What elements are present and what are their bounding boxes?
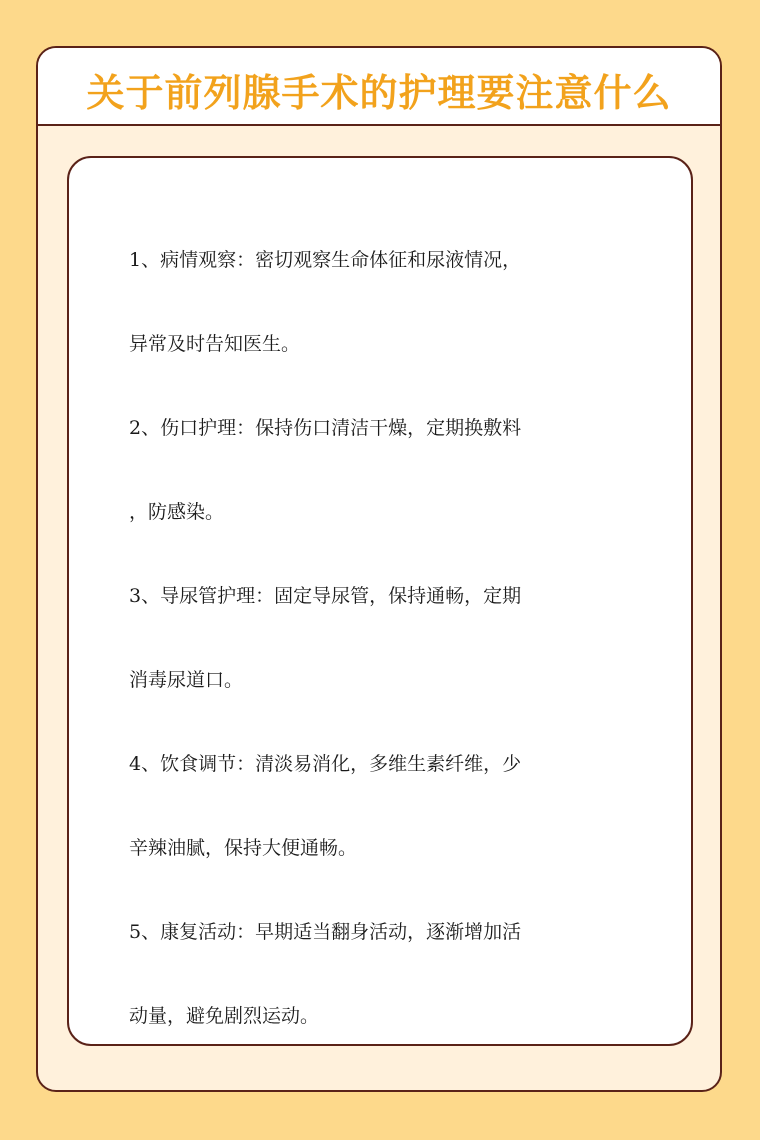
list-item-line	[129, 722, 659, 806]
list-item-line	[129, 890, 659, 974]
list-item-line	[129, 554, 659, 638]
list-item-line: ，防感染。	[129, 501, 225, 523]
care-list	[129, 218, 659, 1058]
item-text: 、导尿管护理：固定导尿管，保持通畅，定期	[141, 585, 522, 607]
list-item	[129, 722, 659, 890]
item-text: 、饮食调节：清淡易消化，多维生素纤维，少	[141, 753, 522, 775]
item-number: 5	[129, 921, 142, 943]
item-text: 、伤口护理：保持伤口清洁干燥，定期换敷料	[141, 417, 522, 439]
content-box	[67, 156, 693, 1046]
list-item	[129, 218, 659, 386]
item-number: 4	[129, 753, 142, 775]
item-text: 、康复活动：早期适当翻身活动，逐渐增加活	[141, 921, 522, 943]
item-number: 3	[129, 585, 142, 607]
title-bar	[38, 48, 720, 126]
item-number: 2	[129, 417, 142, 439]
list-item	[129, 554, 659, 722]
list-item-line: 异常及时告知医生。	[129, 333, 301, 355]
list-item-line: 动量，避免剧烈运动。	[129, 1005, 320, 1027]
list-item	[129, 386, 659, 554]
list-item-line: 辛辣油腻，保持大便通畅。	[129, 837, 358, 859]
list-item	[129, 890, 659, 1058]
item-text: 、病情观察：密切观察生命体征和尿液情况，	[141, 249, 522, 271]
list-item-line: 消毒尿道口。	[129, 669, 244, 691]
list-item-line	[129, 218, 659, 302]
page-title: 关于前列腺手术的护理要注意什么	[86, 71, 672, 115]
item-number: 1	[129, 249, 142, 271]
list-item-line	[129, 386, 659, 470]
